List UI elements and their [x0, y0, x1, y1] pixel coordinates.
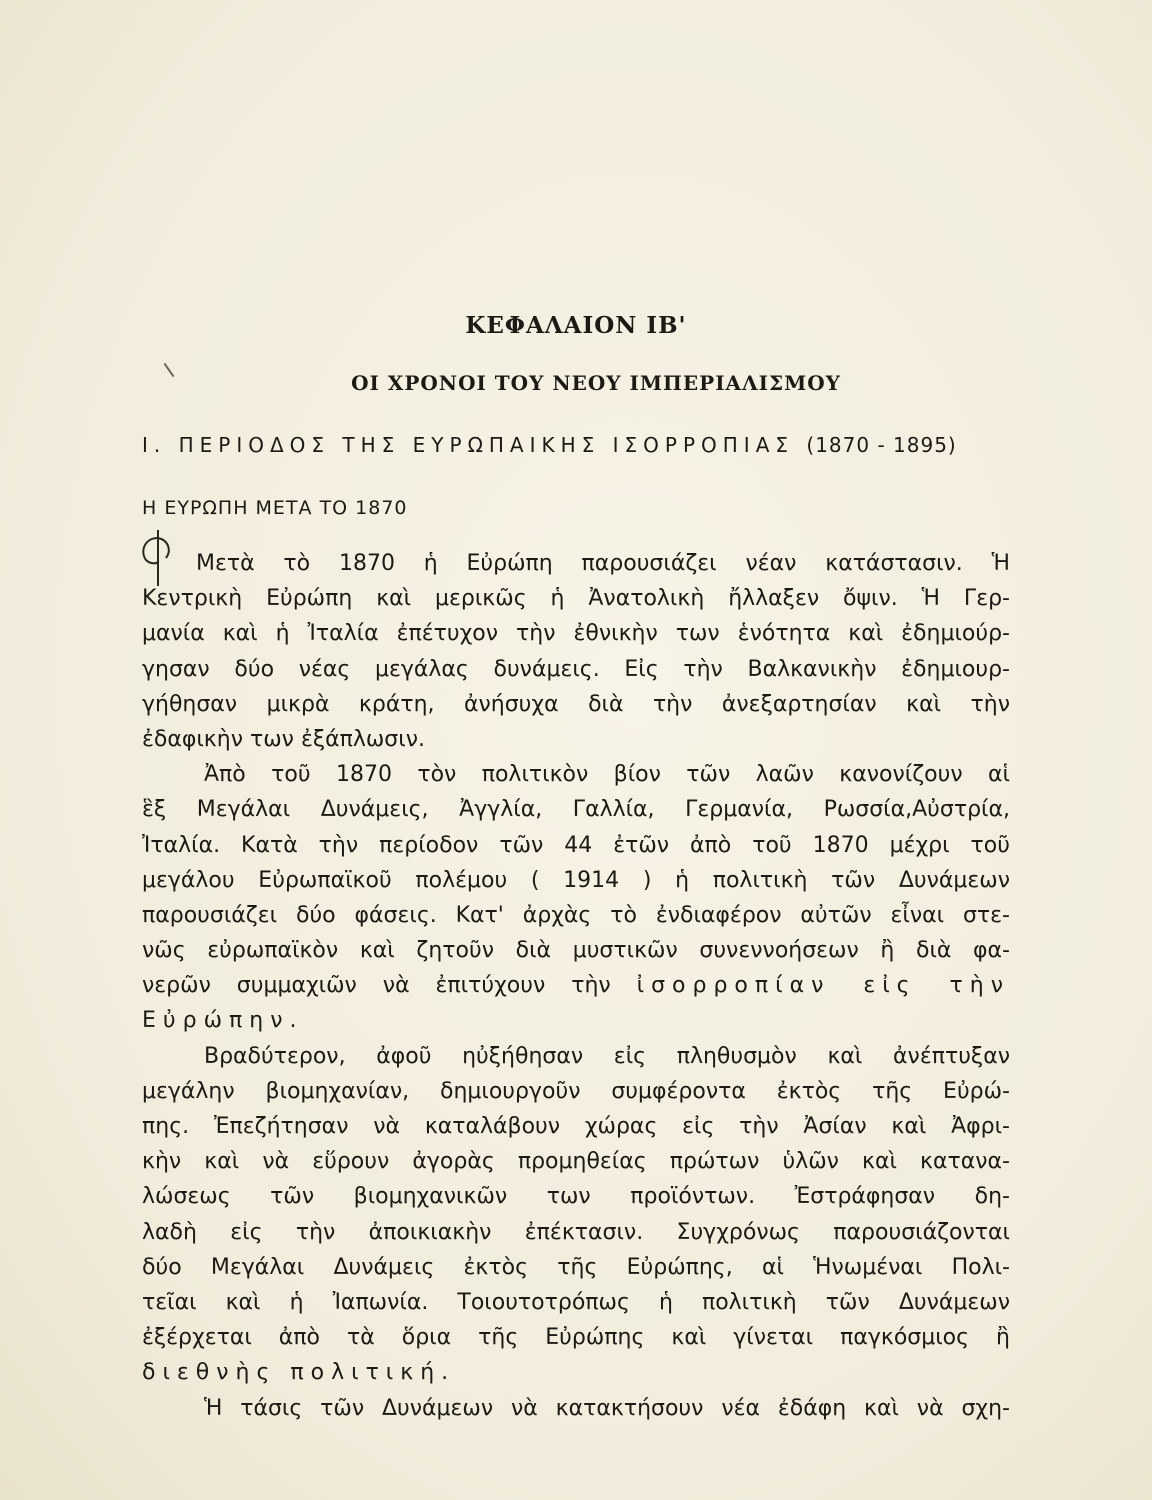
text-line: γήθησαν μικρὰ κράτη, ἀνήσυχα διὰ τὴν ἀνεξαρτησίαν καὶ τὴν	[142, 691, 1010, 717]
text-line: τεῖαι καὶ ἡ Ἰαπωνία. Τοιουτοτρόπως ἡ πολιτικὴ τῶν Δυνάμεων	[142, 1289, 1010, 1315]
text-line: ἐδαφικὴν των ἐξάπλωσιν.	[142, 726, 425, 752]
period-heading-text: Ι. ΠΕΡΙΟΔΟΣ ΤΗΣ ΕΥΡΩΠΑΙΚΗΣ ΙΣΟΡΡΟΠΙΑΣ	[142, 433, 795, 457]
text-line: μεγάλου Εὐρωπαϊκοῦ πολέμου ( 1914 ) ἡ πολιτικὴ τῶν Δυνάμεων	[142, 867, 1010, 893]
body-text	[142, 546, 1010, 1426]
text-line: κὴν καὶ νὰ εὕρουν ἀγορὰς προμηθείας πρώτων ὑλῶν καὶ κατανα-	[142, 1149, 1010, 1175]
period-years: (1870 - 1895)	[806, 433, 957, 457]
text-line: μανία καὶ ἡ Ἰταλία ἐπέτυχον τὴν ἐθνικὴν των ἑνότητα καὶ ἐδημιούρ-	[142, 621, 1010, 647]
text-line-with-spaced	[142, 968, 1010, 1003]
text-line: γησαν δύο νέας μεγάλας δυνάμεις. Εἰς τὴν Βαλκανικὴν ἐδημιουρ-	[142, 656, 1010, 682]
text-line: πης. Ἐπεζήτησαν νὰ καταλάβουν χώρας εἰς τὴν Ἀσίαν καὶ Ἀφρι-	[142, 1114, 1010, 1139]
text-line: Εὐρώπην.	[142, 1008, 304, 1034]
subsection-heading: Η ΕΥΡΩΠΗ ΜΕΤΑ ΤΟ 1870	[142, 497, 408, 519]
text-line: Ἰταλία. Κατὰ τὴν περίοδον τῶν 44 ἐτῶν ἀπὸ τοῦ 1870 μέχρι τοῦ	[142, 832, 1010, 858]
period-heading	[142, 433, 957, 457]
text-line: Κεντρικὴ Εὐρώπη καὶ μερικῶς ἡ Ἀνατολικὴ ἤλλαξεν ὄψιν. Ἡ Γερ-	[142, 586, 1010, 612]
text-line: δύο Μεγάλαι Δυνάμεις ἐκτὸς τῆς Εὐρώπης, αἱ Ἡνωμέναι Πολι-	[142, 1254, 1010, 1280]
text-line: Βραδύτερον, ἀφοῦ ηὐξήθησαν εἰς πληθυσμὸν καὶ ἀνέπτυξαν	[204, 1043, 1010, 1069]
text-line: Ἡ τάσις τῶν Δυνάμεων νὰ κατακτήσουν νέα ἐδάφη καὶ νὰ σχη-	[204, 1395, 1010, 1421]
text-line: Μετὰ τὸ 1870 ἡ Εὐρώπη παρουσιάζει νέαν κατάστασιν. Ἡ	[196, 551, 1010, 576]
text-line: λαδὴ εἰς τὴν ἀποικιακὴν ἐπέκτασιν. Συγχρόνως παρουσιάζονται	[142, 1219, 1010, 1245]
spaced-emphasis: ἰσορροπίαν εἰς τὴν	[636, 973, 1010, 999]
text-line: ἐξέρχεται ἀπὸ τὰ ὅρια τῆς Εὐρώπης καὶ γίνεται παγκόσμιος ἢ	[142, 1325, 1010, 1351]
text-line: ἓξ Μεγάλαι Δυνάμεις, Ἀγγλία, Γαλλία, Γερμανία, Ρωσσία,Αὐστρία,	[142, 797, 1010, 823]
text-line: λώσεως τῶν βιομηχανικῶν των προϊόντων. Ἐστράφησαν δη-	[142, 1184, 1010, 1210]
text-line: μεγάλην βιομηχανίαν, δημιουργοῦν συμφέροντα ἐκτὸς τῆς Εὐρώ-	[142, 1078, 1010, 1104]
text-line: νῶς εὐρωπαϊκὸν καὶ ζητοῦν διὰ μυστικῶν συνεννοήσεων ἢ διὰ φα-	[142, 938, 1010, 964]
text-fragment: νερῶν συμμαχιῶν νὰ ἐπιτύχουν τὴν	[142, 973, 611, 999]
section-title: ΟΙ ΧΡΟΝΟΙ ΤΟΥ ΝΕΟΥ ΙΜΠΕΡΙΑΛΙΣΜΟΥ	[351, 371, 841, 395]
text-line: παρουσιάζει δύο φάσεις. Κατ' ἀρχὰς τὸ ἐνδιαφέρον αὐτῶν εἶναι στε-	[142, 902, 1010, 928]
text-line: Ἀπὸ τοῦ 1870 τὸν πολιτικὸν βίον τῶν λαῶν κανονίζουν αἱ	[204, 762, 1010, 788]
chapter-title: ΚΕΦΑΛΑΙΟΝ ΙΒ'	[465, 312, 687, 339]
text-line: διεθνὴς πολιτική.	[142, 1360, 456, 1386]
